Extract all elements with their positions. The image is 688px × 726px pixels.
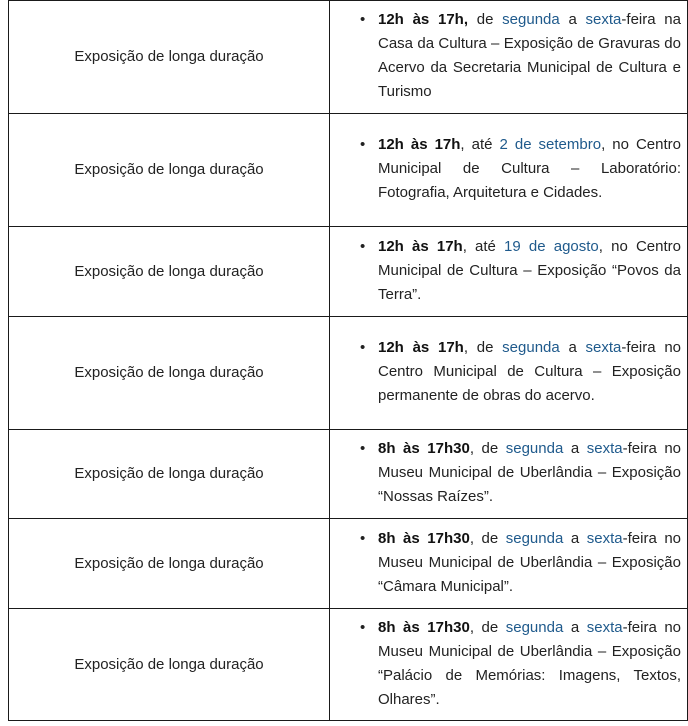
event-text: , de (469, 618, 506, 636)
event-text: a (563, 618, 587, 636)
bullet-icon: • (360, 529, 366, 547)
event-type-cell: Exposição de longa duração (9, 1, 330, 114)
event-text: a (559, 339, 586, 356)
table-row (9, 227, 688, 317)
table-row (9, 609, 688, 721)
date-link[interactable]: segunda (502, 11, 560, 28)
event-text: -feira no Museu Municipal de Uberlândia – Exposição “Nossas Raízes”. (378, 440, 682, 505)
event-type-cell: Exposição de longa duração (9, 317, 330, 430)
event-time: 12h às 17h, (378, 11, 469, 28)
event-text: a (563, 440, 587, 457)
list-item (350, 133, 681, 205)
event-time: 8h às 17h30 (378, 529, 470, 547)
date-link[interactable]: segunda (505, 529, 564, 547)
event-text: -feira na Casa da Cultura – Exposição de Gravuras do Acervo da Secretaria Municipal de Cultura e Turismo (378, 11, 681, 100)
schedule-table (8, 0, 688, 721)
event-time: 12h às 17h (378, 136, 461, 153)
event-time: 8h às 17h30 (378, 440, 470, 457)
event-type-cell: Exposição de longa duração (9, 609, 330, 721)
event-type-cell: Exposição de longa duração (9, 519, 330, 609)
date-link[interactable]: 19 de agosto (504, 237, 599, 255)
bullet-icon: • (360, 339, 366, 356)
table-row (9, 1, 688, 114)
event-type-cell: Exposição de longa duração (9, 227, 330, 317)
event-text: de (468, 11, 503, 28)
date-link[interactable]: segunda (505, 440, 564, 457)
event-text: -feira no Museu Municipal de Uberlândia – Exposição “Câmara Municipal”. (378, 529, 682, 595)
event-text: a (563, 529, 587, 547)
event-detail-cell (330, 317, 688, 430)
table-row (9, 430, 688, 519)
list-item (350, 527, 681, 599)
date-link[interactable]: sexta (585, 339, 622, 356)
event-time: 12h às 17h (378, 237, 463, 255)
bullet-icon: • (360, 11, 366, 28)
event-time: 12h às 17h (378, 339, 464, 356)
table-row (9, 317, 688, 430)
date-link[interactable]: segunda (502, 339, 560, 356)
bullet-icon: • (360, 237, 366, 255)
date-link[interactable]: sexta (586, 440, 623, 457)
event-detail-cell (330, 519, 688, 609)
event-detail-cell (330, 609, 688, 721)
bullet-icon: • (360, 618, 366, 636)
date-link[interactable]: sexta (586, 529, 623, 547)
event-type-cell: Exposição de longa duração (9, 430, 330, 519)
event-text: , até (462, 237, 505, 255)
schedule-table-body (9, 1, 688, 721)
event-detail-cell (330, 227, 688, 317)
date-link[interactable]: segunda (505, 618, 564, 636)
event-text: , de (469, 529, 506, 547)
event-detail-cell (330, 114, 688, 227)
table-row (9, 114, 688, 227)
list-item (350, 336, 681, 408)
list-item (350, 437, 681, 509)
event-text: , de (463, 339, 503, 356)
date-link[interactable]: sexta (585, 11, 622, 28)
event-text: , no Centro Municipal de Cultura – Laboratório: Fotografia, Arquitetura e Cidades. (378, 136, 681, 201)
event-text: -feira no Museu Municipal de Uberlândia – Exposição “Palácio de Memórias: Imagens, Textos, Olhares”. (378, 618, 682, 708)
list-item (350, 616, 681, 712)
event-type-cell: Exposição de longa duração (9, 114, 330, 227)
event-detail-cell (330, 430, 688, 519)
list-item (350, 235, 681, 307)
bullet-icon: • (360, 440, 366, 457)
event-text: a (559, 11, 586, 28)
date-link[interactable]: 2 de setembro (499, 136, 602, 153)
table-row (9, 519, 688, 609)
event-detail-cell (330, 1, 688, 114)
event-text: , no Centro Municipal de Cultura – Exposição “Povos da Terra”. (378, 237, 681, 303)
event-text: -feira no Centro Municipal de Cultura – Exposição permanente de obras do acervo. (378, 339, 681, 404)
date-link[interactable]: sexta (586, 618, 623, 636)
list-item (350, 8, 681, 104)
event-time: 8h às 17h30 (378, 618, 470, 636)
event-text: , até (460, 136, 500, 153)
bullet-icon: • (360, 136, 366, 153)
event-text: , de (469, 440, 506, 457)
